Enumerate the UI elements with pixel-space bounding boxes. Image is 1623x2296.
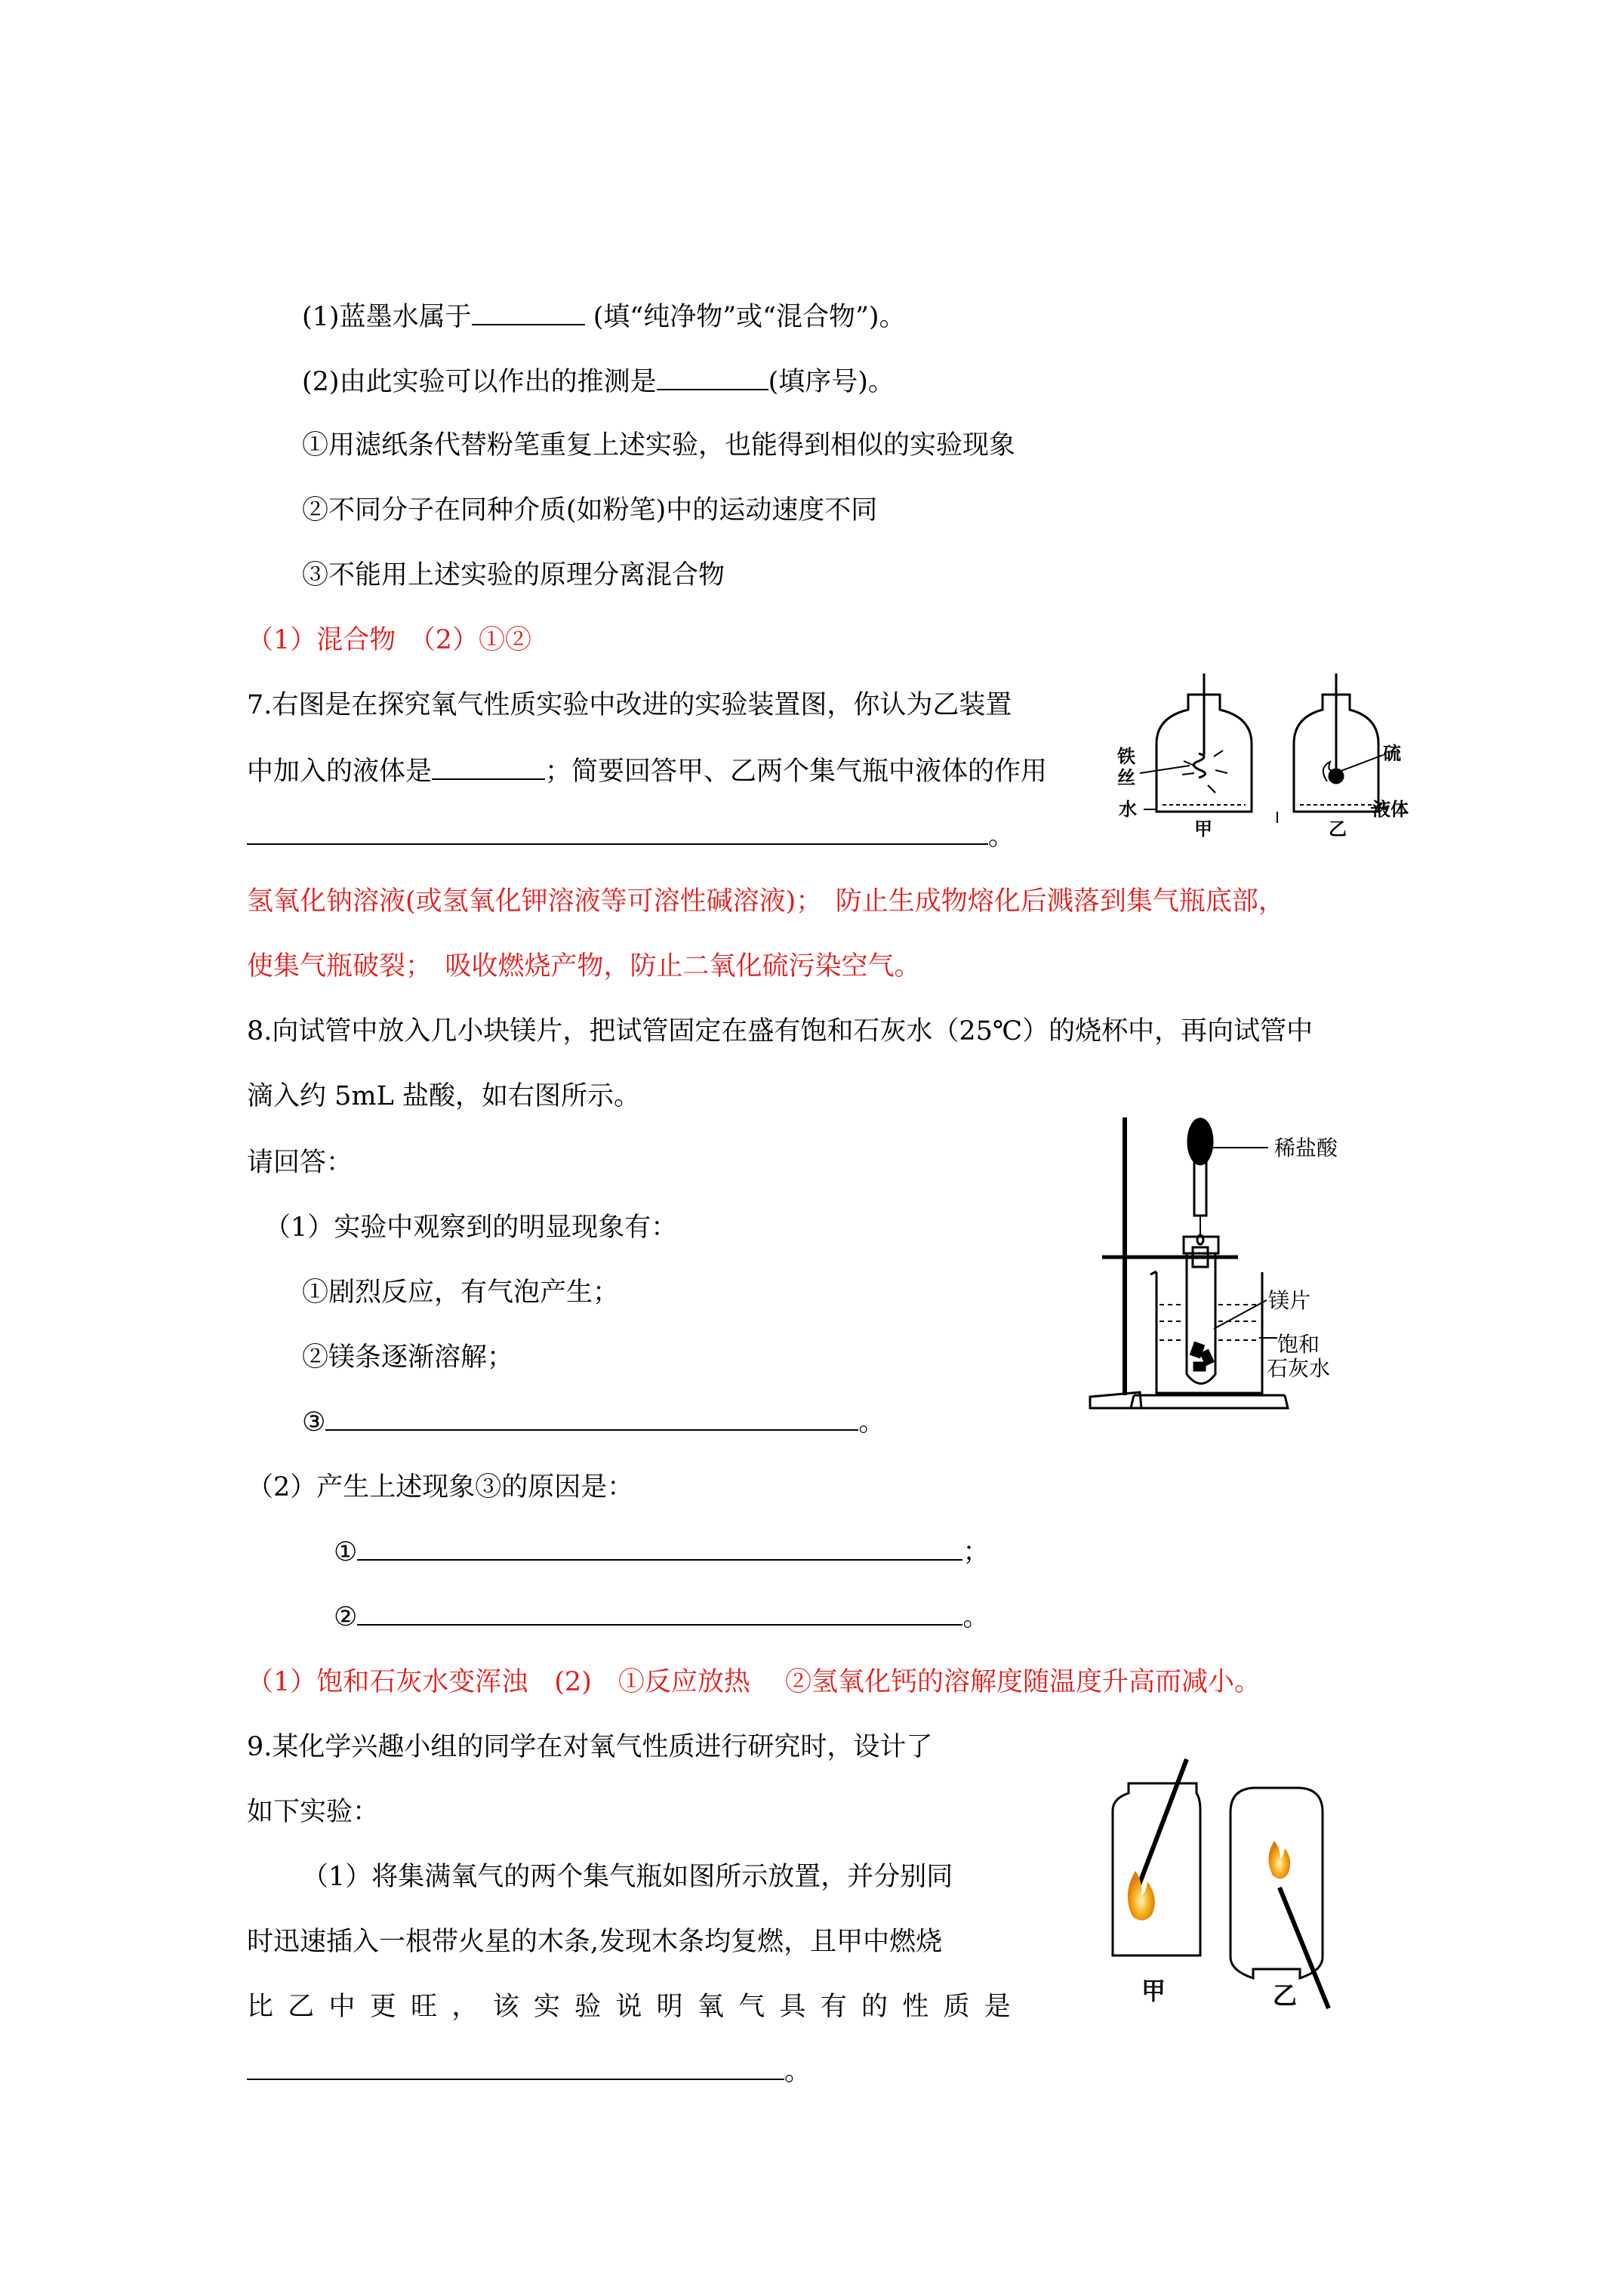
label-limewater: 石灰水 xyxy=(1267,1356,1331,1381)
q6-answer: （1）混合物 （2）①② xyxy=(247,625,532,655)
label-sulfur: 硫 xyxy=(1383,743,1401,764)
q8-sub-2: （2）产生上述现象③的原因是： xyxy=(247,1472,634,1502)
q8-line-3: 请回答： xyxy=(247,1148,353,1178)
q8-sub-1: （1）实验中观察到的明显现象有： xyxy=(264,1213,678,1243)
gas-bottle-apparatus-figure xyxy=(1110,672,1412,846)
q9-line-6: 。 xyxy=(247,2055,811,2088)
answer-blank[interactable] xyxy=(432,756,545,780)
q6-option-1: ①用滤纸条代替粉笔重复上述实验，也能得到相似的实验现象 xyxy=(302,430,1016,461)
oxygen-bottles-figure xyxy=(1102,1752,1351,2016)
label-jia: 甲 xyxy=(1141,1977,1166,2005)
q8-observation-3: ③ 。 xyxy=(302,1407,885,1438)
test-tube-beaker-figure xyxy=(1087,1102,1389,1419)
q9-line-1: 9.某化学兴趣小组的同学在对氧气性质进行研究时，设计了 xyxy=(247,1732,933,1762)
label-yi: 乙 xyxy=(1273,1981,1298,2010)
answer-blank[interactable] xyxy=(472,301,585,325)
q9-line-5: 比 乙 中 更 旺 ， 该 实 验 说 明 氧 气 具 有 的 性 质 是 xyxy=(247,1992,1011,2022)
label-saturated: 饱和 xyxy=(1277,1332,1320,1357)
answer-blank[interactable] xyxy=(325,1407,858,1431)
label-liquid: 液体 xyxy=(1372,799,1409,820)
label-yi: 乙 xyxy=(1329,818,1347,840)
q6-sub1: (1)蓝墨水属于 (填“纯净物”或“混合物”)。 xyxy=(302,302,906,332)
label-tie: 铁 xyxy=(1117,746,1135,767)
answer-blank[interactable] xyxy=(657,366,768,390)
q6-option-3: ③不能用上述实验的原理分离混合物 xyxy=(302,560,725,590)
label-dilute-hcl: 稀盐酸 xyxy=(1274,1136,1338,1160)
answer-blank[interactable] xyxy=(357,1601,962,1626)
q7-answer-2: 使集气瓶破裂； 吸收燃烧产物，防止二氧化硫污染空气。 xyxy=(247,951,921,982)
q8-observation-2: ②镁条逐渐溶解； xyxy=(302,1342,514,1373)
q9-line-4: 时迅速插入一根带火星的木条,发现木条均复燃，且甲中燃烧 xyxy=(247,1927,943,1957)
answer-blank[interactable] xyxy=(247,821,988,845)
label-jia: 甲 xyxy=(1194,818,1212,840)
q8-line-1: 8.向试管中放入几小块镁片，把试管固定在盛有饱和石灰水（25℃）的烧杯中，再向试管中 xyxy=(247,1016,1313,1046)
answer-blank[interactable] xyxy=(357,1536,962,1561)
q8-observation-1: ①剧烈反应，有气泡产生； xyxy=(302,1277,620,1308)
q8-answer: （1）饱和石灰水变浑浊 (2) ①反应放热 ②氢氧化钙的溶解度随温度升高而减小。 xyxy=(247,1667,1261,1697)
answer-blank[interactable] xyxy=(247,2056,784,2080)
q6-option-2: ②不同分子在同种介质(如粉笔)中的运动速度不同 xyxy=(302,495,878,525)
q7-line-1: 7.右图是在探究氧气性质实验中改进的实验装置图，你认为乙装置 xyxy=(247,690,1012,720)
q7-line-3: 。 xyxy=(247,820,1015,853)
q7-answer-1: 氢氧化钠溶液(或氢氧化钾溶液等可溶性碱溶液)； 防止生成物熔化后溅落到集气瓶底部， xyxy=(247,886,1285,917)
label-water: 水 xyxy=(1119,799,1137,820)
label-magnesium: 镁片 xyxy=(1268,1288,1311,1313)
q9-line-3: （1）将集满氧气的两个集气瓶如图所示放置，并分别同 xyxy=(302,1862,953,1892)
q8-line-2: 滴入约 5mL 盐酸，如右图所示。 xyxy=(247,1081,640,1111)
q6-sub2: (2)由此实验可以作出的推测是 (填序号)。 xyxy=(302,367,895,397)
q7-line-2: 中加入的液体是 ；简要回答甲、乙两个集气瓶中液体的作用 xyxy=(247,757,1048,787)
q8-reason-2: ② 。 xyxy=(334,1602,990,1632)
q8-reason-1: ① ； xyxy=(334,1537,990,1567)
label-si: 丝 xyxy=(1117,767,1135,788)
q9-line-2: 如下实验： xyxy=(247,1797,380,1827)
